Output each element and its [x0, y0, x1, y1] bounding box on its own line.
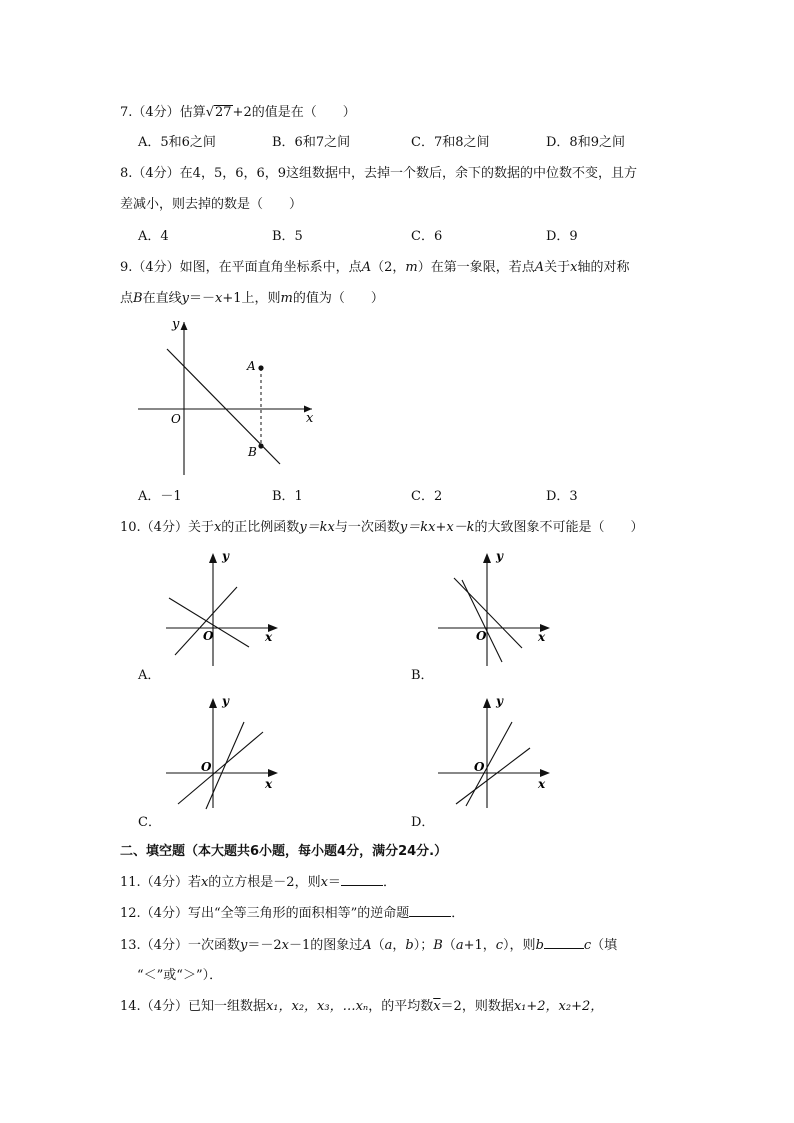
q10-b-x-label: x	[538, 630, 546, 644]
q10-c-y-arrow-icon	[209, 698, 217, 708]
q9-a-label: A	[247, 359, 256, 373]
q9-b-label: B	[248, 445, 257, 459]
q9-origin-label: O	[171, 412, 181, 426]
q10-option-c: C．	[138, 815, 161, 830]
q7-stem: 7.（4分）估算√27+2的值是在（ ）	[120, 105, 356, 120]
q13-stem-line2: “＜”或“＞”）．	[137, 968, 223, 983]
q9-option-c: C．2	[411, 489, 443, 504]
q10-d-origin: O	[474, 760, 485, 774]
section-2-heading: 二、填空题（本大题共6小题，每小题4分，满分24分.）	[120, 844, 448, 859]
q9-option-d: D．3	[546, 489, 578, 504]
q7-option-a: A．5和6之间	[138, 135, 216, 150]
q9-stem-line2: 点B在直线y＝－x+1上，则m的值为（ ）	[120, 291, 384, 306]
q9-stem-line1: 9.（4分）如图，在平面直角坐标系中，点A（2，m）在第一象限，若点A关于x轴的对称	[120, 260, 630, 275]
q10-c-x-arrow-icon	[268, 769, 278, 777]
q10-a-y-arrow-icon	[209, 553, 217, 563]
q10-a-origin: O	[203, 629, 214, 643]
q10-option-a: A．	[138, 668, 161, 683]
q10-c-y-label: y	[222, 694, 229, 708]
q10-option-b: B．	[411, 668, 434, 683]
q10-d-x-arrow-icon	[540, 769, 550, 777]
q10-d-line-1	[466, 722, 512, 806]
q10-graph-c	[166, 694, 278, 809]
q10-c-line-2	[178, 732, 263, 804]
q13-stem-line1: 13.（4分）一次函数y＝－2x－1的图象过A（a，b）；B（a+1，c），则b c（填	[120, 938, 618, 953]
q9-x-label: x	[306, 411, 314, 426]
q12-stem: 12.（4分）写出“全等三角形的面积相等”的逆命题 ．	[120, 906, 465, 921]
q12-answer-blank[interactable]	[409, 904, 451, 917]
q10-a-y-label: y	[222, 549, 229, 563]
q10-graph-a	[166, 549, 278, 666]
q10-option-d: D．	[411, 815, 435, 830]
q10-c-x-label: x	[265, 777, 273, 791]
q8-stem-line1: 8.（4分）在4，5，6，6，9这组数据中，去掉一个数后，余下的数据的中位数不变，且方	[120, 166, 638, 181]
q10-c-origin: O	[201, 760, 212, 774]
q10-b-y-label: y	[496, 549, 503, 563]
q13-answer-blank[interactable]	[544, 936, 584, 949]
q8-stem-line2: 差减小，则去掉的数是（ ）	[120, 197, 303, 212]
q10-d-y-label: y	[496, 694, 503, 708]
q8-option-b: B．5	[272, 229, 303, 244]
q7-option-b: B．6和7之间	[272, 135, 351, 150]
q9-option-a: A．－1	[138, 489, 182, 504]
q11-stem: 11.（4分）若x的立方根是－2，则x＝ ．	[120, 875, 396, 890]
mean-x-bar: $\overline{x}$	[433, 999, 441, 1014]
q8-option-a: A．4	[138, 229, 169, 244]
q8-option-d: D．9	[546, 229, 578, 244]
q10-c-line-1	[206, 722, 244, 809]
q10-graph-b	[438, 549, 550, 666]
q10-stem: 10.（4分）关于x的正比例函数y＝kx与一次函数y＝kx+x－k的大致图象不可能是（ ）	[120, 520, 644, 535]
q10-d-x-label: x	[538, 777, 546, 791]
q10-d-y-arrow-icon	[483, 698, 491, 708]
q7-option-d: D．8和9之间	[546, 135, 625, 150]
q7-option-c: C．7和8之间	[411, 135, 490, 150]
q11-answer-blank[interactable]	[341, 873, 383, 886]
q9-option-b: B．1	[272, 489, 303, 504]
q10-graph-d	[438, 694, 550, 808]
q9-y-label: y	[172, 317, 180, 332]
q14-stem: 14.（4分）已知一组数据x₁，x₂，x₃，…xₙ，的平均数$\overline{x}=2$，则数据x₁+2，x₂+2，	[120, 999, 604, 1014]
q10-b-origin: O	[476, 629, 487, 643]
q10-b-line-1	[454, 578, 522, 648]
q10-b-y-arrow-icon	[483, 553, 491, 563]
q10-a-x-label: x	[265, 630, 273, 644]
q8-option-c: C．6	[411, 229, 443, 244]
sqrt-sign-icon: √	[205, 105, 214, 120]
